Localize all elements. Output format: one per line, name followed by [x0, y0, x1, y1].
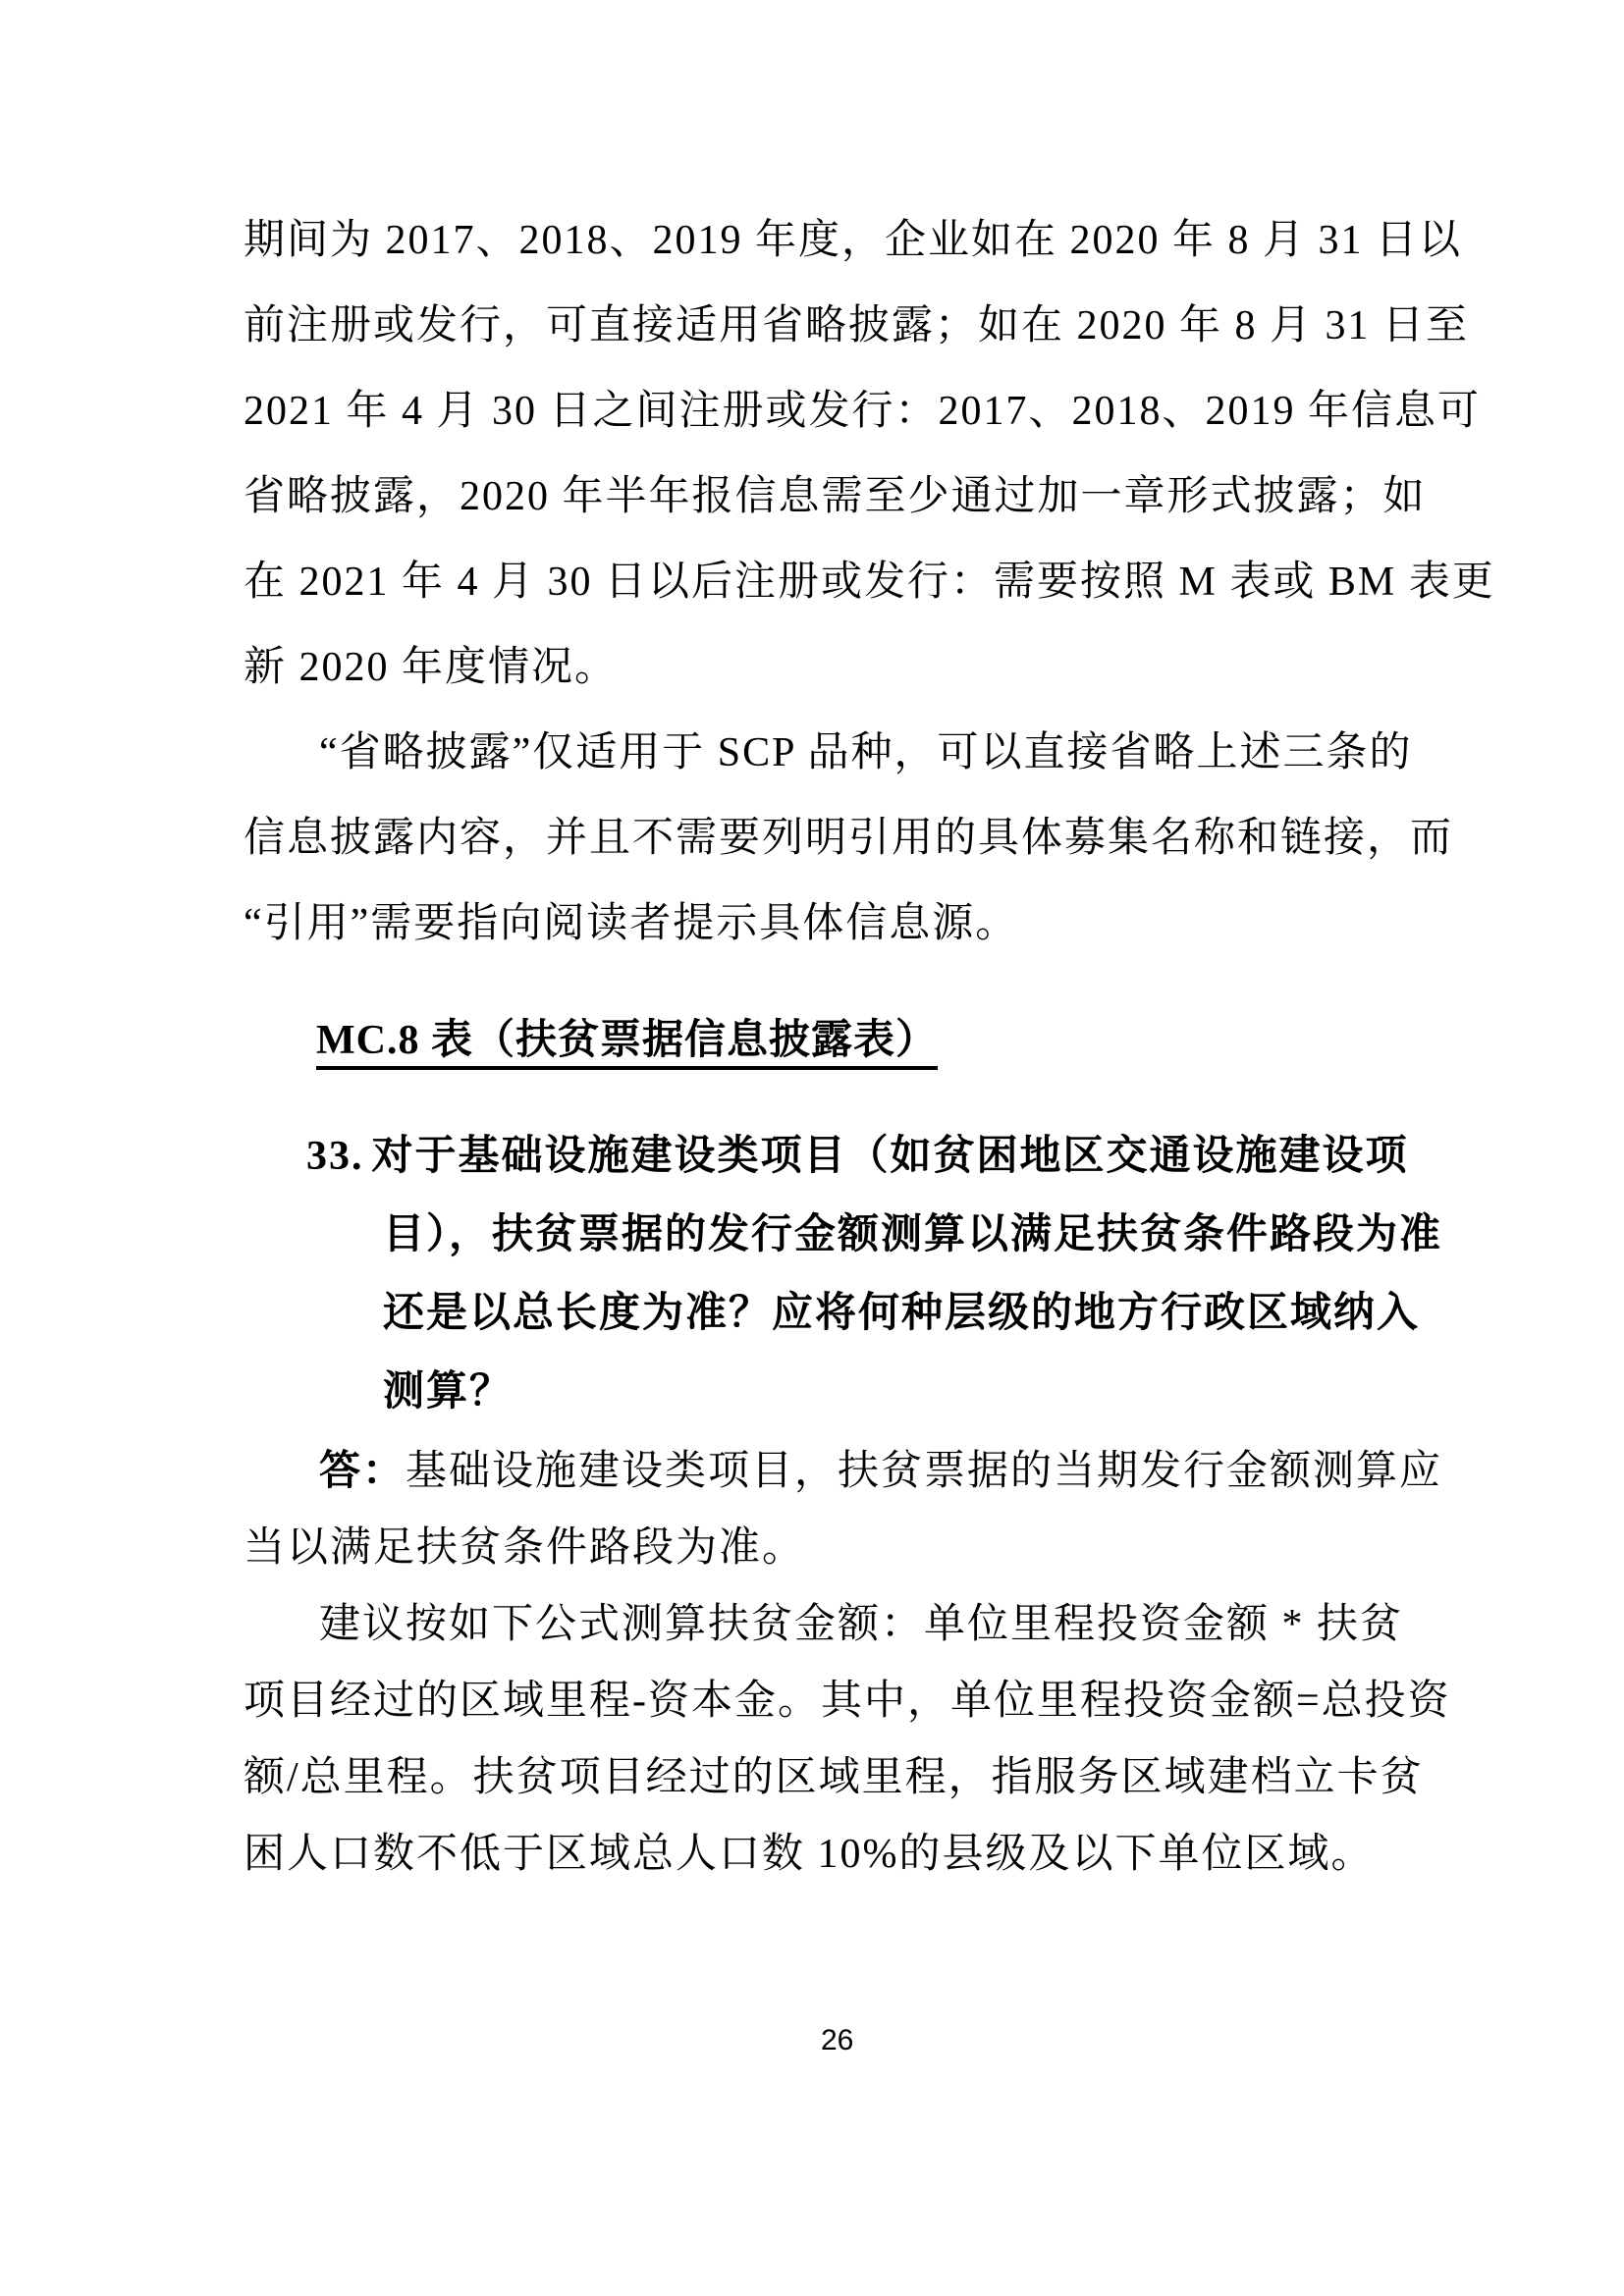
answer-line [244, 1433, 1443, 1510]
answer-line: 当以满足扶贫条件路段为准。 [244, 1525, 806, 1571]
body-line: 信息披露内容，并且不需要列明引用的具体募集名称和链接，而 [244, 816, 1454, 861]
question-text: 对于基础设施建设类项目（如贫困地区交通设施建设项 [371, 1134, 1409, 1179]
body-line: 新 2020 年度情况。 [244, 645, 619, 690]
question-block [244, 1117, 1443, 1431]
question-number: 33. [306, 1134, 364, 1179]
body-line: 项目经过的区域里程-资本金。其中，单位里程投资金额=总投资 [244, 1679, 1451, 1724]
question-line: 还是以总长度为准？应将何种层级的地方行政区域纳入 [383, 1291, 1421, 1336]
section-heading-text: MC.8 表（扶贫票据信息披露表） [316, 1017, 938, 1070]
body-line: 期间为 2017、2018、2019 年度，企业如在 2020 年 8 月 31 日以 [244, 218, 1463, 263]
body-line: 前注册或发行，可直接适用省略披露；如在 2020 年 8 月 31 日至 [244, 303, 1470, 348]
body-text-block [244, 198, 1495, 967]
section-heading [316, 1017, 938, 1070]
body-line: 困人口数不低于区域总人口数 10%的县级及以下单位区域。 [244, 1832, 1375, 1877]
body-line: 在 2021 年 4 月 30 日以后注册或发行：需要按照 M 表或 BM 表更 [244, 560, 1495, 605]
question-line: 目），扶贫票据的发行金额测算以满足扶贫条件路段为准 [383, 1212, 1443, 1257]
body-line: “省略披露”仅适用于 SCP 品种，可以直接省略上述三条的 [319, 730, 1413, 775]
body-line: 省略披露，2020 年半年报信息需至少通过加一章形式披露；如 [244, 474, 1427, 519]
page-number: 26 [821, 2024, 854, 2056]
body-line: “引用”需要指向阅读者提示具体信息源。 [244, 901, 1019, 946]
body-line: 2021 年 4 月 30 日之间注册或发行：2017、2018、2019 年信息可 [244, 389, 1482, 434]
body-line: 建议按如下公式测算扶贫金额：单位里程投资金额 * 扶贫 [319, 1602, 1404, 1647]
body-line: 额/总里程。扶贫项目经过的区域里程，指服务区域建档立卡贫 [244, 1755, 1424, 1800]
question-line: 测算？ [383, 1369, 514, 1415]
answer-block [244, 1433, 1451, 1893]
answer-label: 答： [319, 1449, 406, 1494]
answer-text: 基础设施建设类项目，扶贫票据的当期发行金额测算应 [406, 1449, 1443, 1494]
question-line [244, 1117, 1409, 1196]
